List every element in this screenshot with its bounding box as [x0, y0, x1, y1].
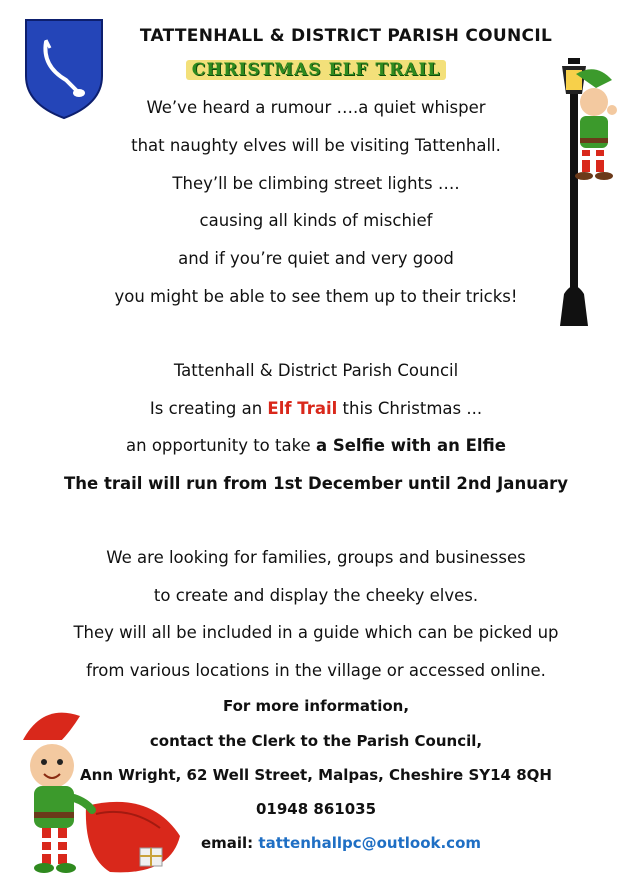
contact-line-2: contact the Clerk to the Parish Council, [149, 732, 483, 750]
intro-line-6: you might be able to see them up to their tricks! [114, 287, 518, 306]
trail-line-2: Is creating an Elf Trail this Christmas ... [149, 399, 483, 418]
call-line-1: We are looking for families, groups and businesses [106, 548, 526, 567]
contact-line-1: For more information, [222, 697, 410, 715]
contact-phone: 01948 861035 [255, 800, 377, 818]
council-title: TATTENHALL & DISTRICT PARISH COUNCIL [139, 26, 553, 46]
intro-line-5: and if you’re quiet and very good [178, 249, 454, 268]
email-link[interactable]: tattenhallpc@outlook.com [258, 834, 482, 852]
elf-with-sack-illustration-icon [0, 706, 190, 886]
contact-address: Ann Wright, 62 Well Street, Malpas, Cheshire SY14 8QH [80, 766, 552, 784]
call-line-3: They will all be included in a guide which can be picked up [73, 623, 559, 642]
intro-line-2: that naughty elves will be visiting Tattenhall. [131, 136, 501, 155]
trail-dates: The trail will run from 1st December until 2nd January [64, 474, 568, 493]
intro-line-3: They’ll be climbing street lights …. [172, 174, 460, 193]
elf-trail-title: CHRISTMAS ELF TRAIL [0, 60, 632, 80]
call-line-2: to create and display the cheeky elves. [153, 586, 479, 605]
call-line-4: from various locations in the village or accessed online. [86, 661, 546, 680]
intro-line-4: causing all kinds of mischief [199, 211, 433, 230]
intro-line-1: We’ve heard a rumour ….a quiet whisper [146, 98, 486, 117]
contact-email-row: email: tattenhallpc@outlook.com [200, 834, 482, 852]
trail-line-3: an opportunity to take a Selfie with an Elfie [126, 436, 506, 455]
trail-line-1: Tattenhall & District Parish Council [173, 361, 459, 380]
